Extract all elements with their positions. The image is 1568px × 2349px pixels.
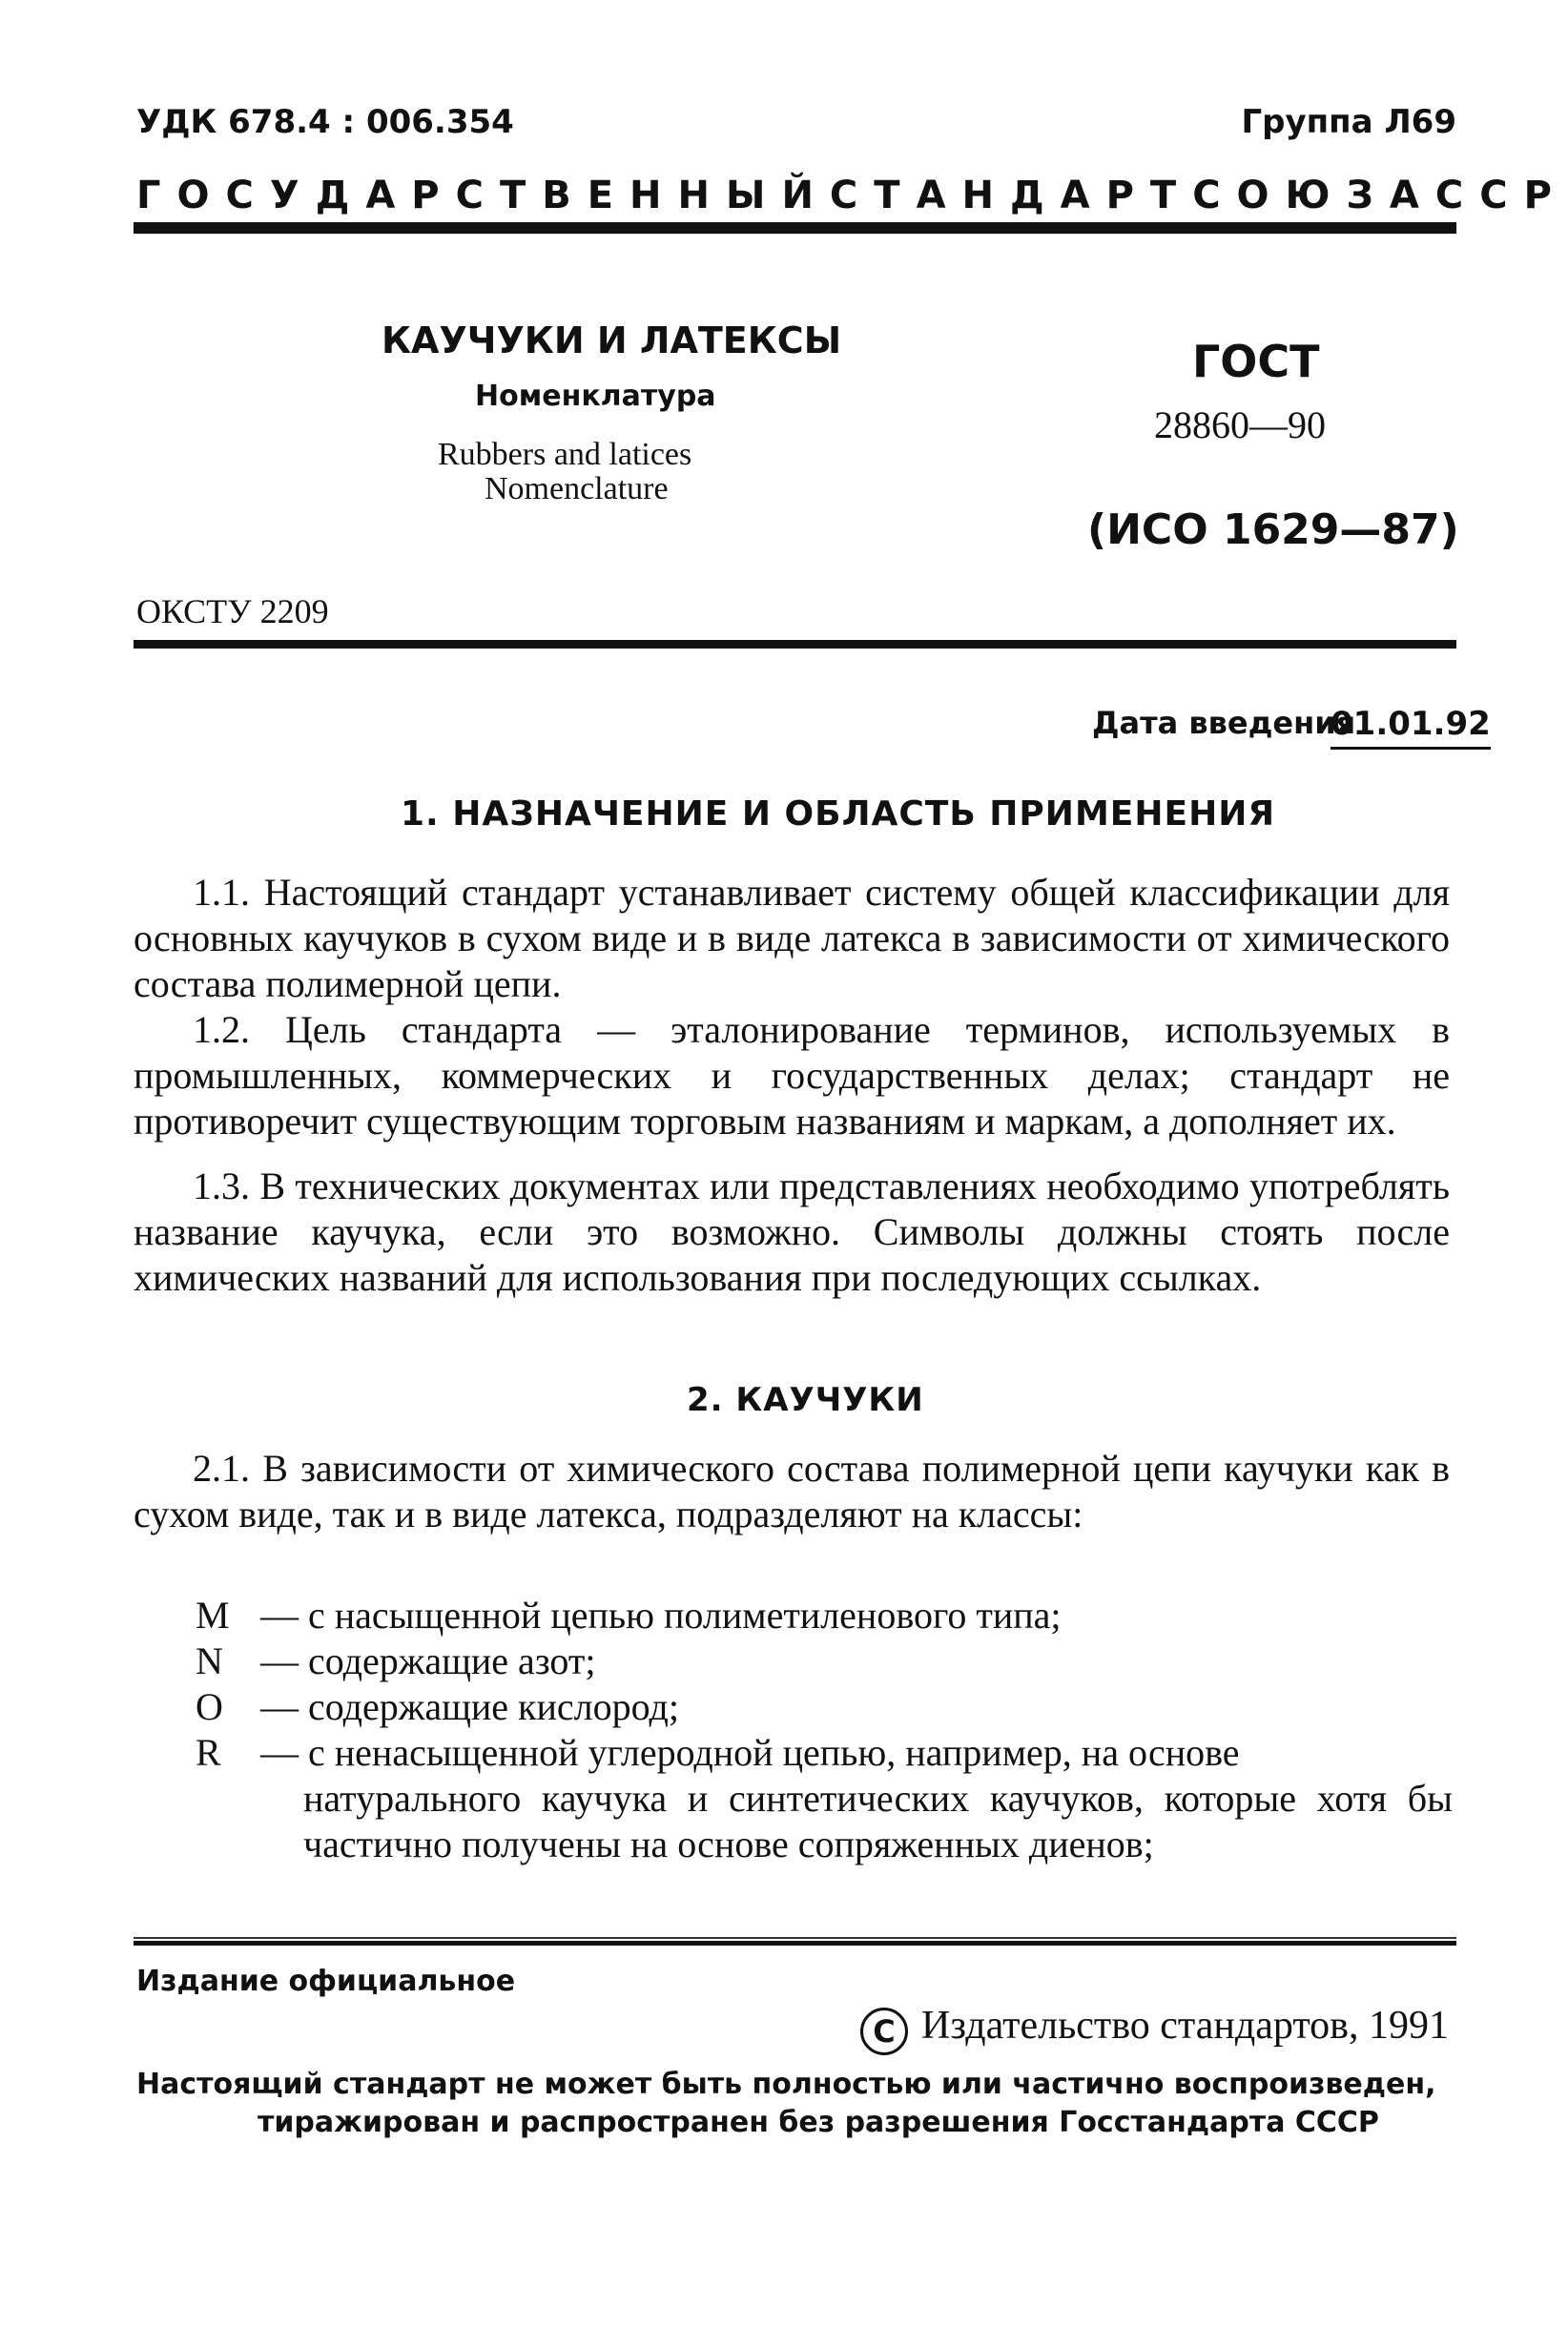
class-item-r: [196, 1730, 1240, 1776]
class-code: O: [196, 1685, 223, 1728]
class-description: — с насыщенной цепью полиметиленового типа;: [260, 1594, 1062, 1637]
class-description: — содержащие азот;: [260, 1639, 596, 1682]
gost-label: ГОСТ: [1192, 336, 1320, 387]
title-word: СТАНДАРТ: [829, 174, 1193, 217]
title-word: ССР: [1434, 174, 1568, 217]
state-standard-title: [136, 174, 1568, 217]
class-code: M: [196, 1594, 230, 1637]
section-2-heading: 2. КАУЧУКИ: [687, 1381, 924, 1419]
class-item-n: [196, 1638, 595, 1684]
paragraph-text: 2.1. В зависимости от химического состава полимерной цепи каучуки как в сухом виде, так и в виде латекса, подразделяют на классы:: [134, 1447, 1450, 1535]
introduction-date-label: Дата введения: [1092, 705, 1356, 741]
footer-rule-thin: [134, 1937, 1456, 1939]
paragraph-text: 1.1. Настоящий стандарт устанавливает систему общей классификации для основных каучуков в сухом виде и в виде латекса в зависимости от химического состава полимерной цепи.: [134, 871, 1450, 1005]
header-rule: [134, 222, 1456, 234]
paragraph-1-3: [134, 1164, 1450, 1301]
english-title-line1: Rubbers and latices: [438, 437, 692, 472]
reproduction-notice-line2: тиражирован и распространен без разрешения Госстандарта СССР: [258, 2106, 1379, 2139]
paragraph-text: 1.2. Цель стандарта — эталонирование терминов, используемых в промышленных, коммерческих и государственных делах; стандарт не противоречит существующим торговым названиям и маркам, а дополняет их.: [134, 1008, 1450, 1143]
class-code: R: [196, 1731, 221, 1774]
class-description: — с ненасыщенной углеродной цепью, например, на основе: [260, 1731, 1240, 1774]
reproduction-notice-line1: Настоящий стандарт не может быть полностью или частично воспроизведен,: [136, 2068, 1436, 2101]
official-edition-label: Издание официальное: [136, 1965, 516, 1998]
doc-subtitle: Номенклатура: [475, 380, 716, 413]
paragraph-2-1: [134, 1446, 1450, 1537]
english-title-line2: Nomenclature: [485, 471, 669, 506]
iso-reference: (ИСО 1629—87): [1087, 505, 1459, 554]
title-block-rule: [134, 640, 1456, 649]
title-word: СОЮЗА: [1192, 174, 1435, 217]
paragraph-text: 1.3. В технических документах или представлениях необходимо употреблять название каучука, если это возможно. Символы должны стоять после химических названий для использования при последующих ссылках.: [134, 1164, 1450, 1299]
paragraph-1-1: [134, 870, 1450, 1007]
copyright-icon: C: [860, 2008, 908, 2055]
class-item-o: [196, 1684, 679, 1730]
gost-number: 28860—90: [1154, 403, 1326, 446]
udk-code: УДК 678.4 : 006.354: [136, 103, 514, 141]
doc-title: КАУЧУКИ И ЛАТЕКСЫ: [382, 319, 842, 361]
oksty-code: ОКСТУ 2209: [136, 592, 329, 630]
copyright-text: Издательство стандартов, 1991: [921, 2004, 1449, 2048]
class-code: N: [196, 1639, 223, 1682]
copyright-line: [860, 2003, 1449, 2055]
class-item-m: [196, 1593, 1062, 1638]
introduction-date-value: 01.01.92: [1331, 705, 1491, 750]
footer-rule: [134, 1941, 1456, 1946]
group-code: Группа Л69: [1241, 103, 1456, 141]
class-r-continuation: натурального каучука и синтетических каучуков, которые хотя бы частично получены на основе сопряженных диенов;: [303, 1777, 1453, 1865]
paragraph-1-2: [134, 1007, 1450, 1144]
class-description: — содержащие кислород;: [260, 1685, 679, 1728]
title-word: ГОСУДАРСТВЕННЫЙ: [136, 174, 830, 217]
section-1-heading: 1. НАЗНАЧЕНИЕ И ОБЛАСТЬ ПРИМЕНЕНИЯ: [401, 794, 1276, 834]
